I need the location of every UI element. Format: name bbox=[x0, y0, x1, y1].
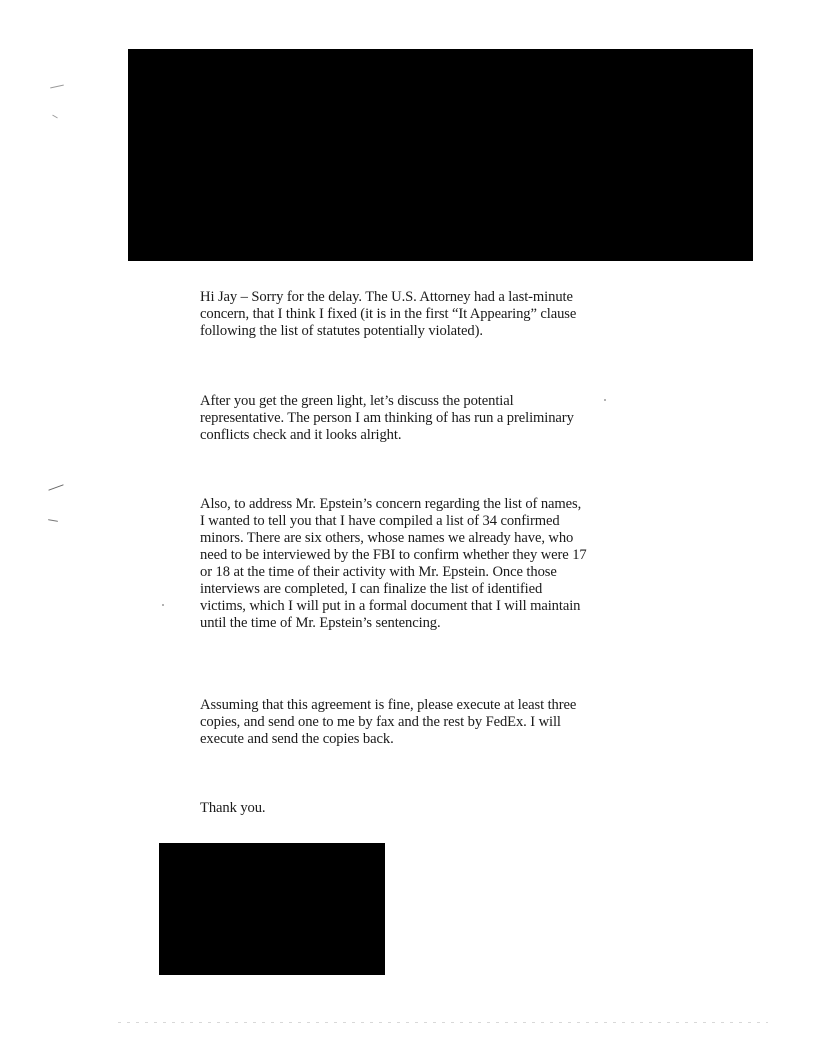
scan-speck bbox=[52, 115, 58, 119]
letter-paragraph-2: After you get the green light, let’s discuss the potential representative. The person I am thinking of has run a preliminary conflicts check and it looks alright. bbox=[200, 393, 574, 443]
redaction-block-signature bbox=[159, 843, 385, 975]
scan-speck bbox=[48, 484, 63, 490]
redaction-block-header bbox=[128, 49, 753, 261]
letter-paragraph-3: Also, to address Mr. Epstein’s concern regarding the list of names, I wanted to tell you that I have compiled a list of 34 confirmed minors. There are six others, whose names we already have, who need to be interviewed by the FBI to confirm whether they were 17 or 18 at the time of their activity with Mr. Epstein. Once those interviews are completed, I can finalize the list of identified victims, which I will put in a formal document that I will maintain until the time of Mr. Epstein’s sentencing. bbox=[200, 496, 587, 631]
scan-artifact-line bbox=[118, 1022, 768, 1023]
scan-speck bbox=[48, 519, 58, 522]
scan-speck bbox=[162, 604, 164, 606]
scan-speck bbox=[50, 85, 64, 89]
letter-paragraph-1: Hi Jay – Sorry for the delay. The U.S. Attorney had a last-minute concern, that I think I fixed (it is in the first “It Appearing” clause following the list of statutes potentially violated). bbox=[200, 289, 577, 339]
scan-speck bbox=[604, 399, 606, 401]
letter-closing: Thank you. bbox=[200, 800, 266, 816]
letter-paragraph-4: Assuming that this agreement is fine, please execute at least three copies, and send one to me by fax and the rest by FedEx. I will execute and send the copies back. bbox=[200, 697, 577, 747]
